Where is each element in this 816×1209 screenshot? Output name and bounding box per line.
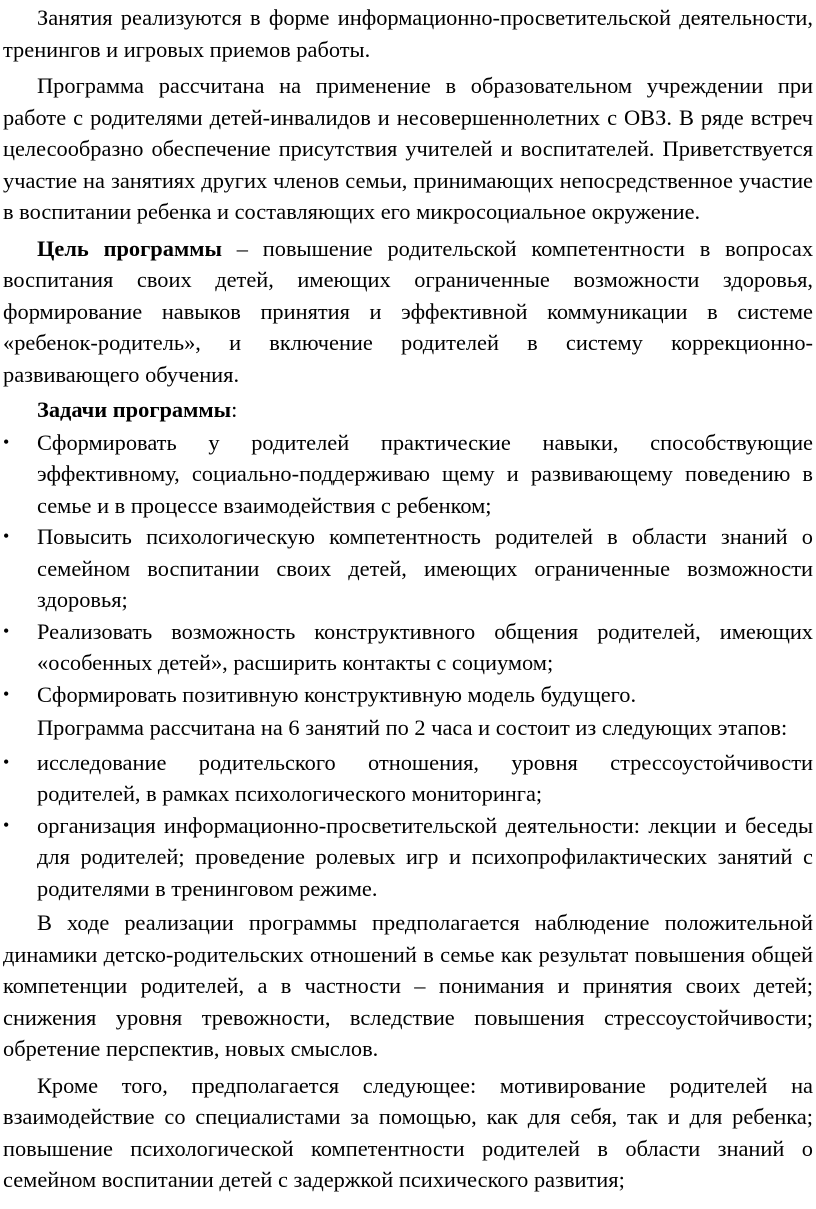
stage-text: организация информационно-просветительской деятельности: лекции и беседы для родителей; проведение ролевых игр и психопрофилактических занятий с родителями в тренинговом режиме.	[37, 812, 813, 901]
tasks-label: Задачи программы	[37, 397, 232, 422]
paragraph-results: В ходе реализации программы предполагается наблюдение положительной динамики детско-родительских отношений в семье как результат повышения общей компетенции родителей, а в частности – понимания и принятия своих детей; снижения уровня тревожности, вследствие повышения стрессоустойчивости; обретение перспектив, новых смыслов.	[3, 910, 813, 1061]
stage-text: исследование родительского отношения, уровня стрессоустойчивости родителей, в рамках психологического мониторинга;	[37, 749, 813, 806]
paragraph-intro: Занятия реализуются в форме информационно-просветительской деятельности, тренингов и игровых приемов работы.	[3, 5, 813, 62]
bullet-icon: •	[3, 683, 10, 704]
bullet-icon: •	[3, 431, 10, 452]
stages-list	[3, 747, 813, 905]
list-item-task-2	[3, 521, 813, 616]
goal-label: Цель программы	[37, 235, 222, 261]
tasks-list	[3, 427, 813, 711]
paragraph-goal	[3, 233, 813, 391]
paragraph-program-scope: Программа рассчитана на применение в образовательном учреждении при работе с родителями детей-инвалидов и несовершеннолетних с ОВЗ. В ряде встреч целесообразно обеспечение присутствия учителей и воспитателей. Приветствуется участие на занятиях других членов семьи, принимающих непосредственное участие в воспитании ребенка и составляющих его микросоциальное окружение.	[3, 73, 813, 224]
task-text: Реализовать возможность конструктивного общения родителей, имеющих «особенных детей», расширить контакты с социумом;	[37, 618, 813, 675]
list-item-stage-1	[3, 747, 813, 810]
bullet-icon: •	[3, 620, 10, 641]
paragraph-stages: Программа рассчитана на 6 занятий по 2 часа и состоит из следующих этапов:	[37, 715, 788, 740]
list-item-stage-2	[3, 810, 813, 905]
list-item-task-1	[3, 427, 813, 522]
task-text: Повысить психологическую компетентность родителей в области знаний о семейном воспитании своих детей, имеющих ограниченные возможности здоровья;	[37, 524, 813, 612]
goal-text: – повышение родительской компетентности в вопросах воспитания своих детей, имеющих ограниченные возможности здоровья, формирование навыков принятия и эффективной коммуникации в системе «ребенок-родитель», и включение родителей в систему коррекционно-развивающего обучения.	[3, 235, 814, 387]
bullet-icon: •	[3, 751, 10, 772]
bullet-icon: •	[3, 526, 10, 546]
tasks-heading	[3, 394, 813, 426]
paragraph-additional: Кроме того, предполагается следующее: мотивирование родителей на взаимодействие со специалистами за помощью, как для себя, так и для ребенка; повышение психологической компетентности родителей в области знаний о семейном воспитании детей с задержкой психического развития;	[3, 1072, 813, 1192]
task-text: Сформировать у родителей практические навыки, способствующие эффективному, социально-поддерживаю щему и развивающему поведению в семье и в процессе взаимодействия с ребенком;	[37, 429, 813, 518]
bullet-icon: •	[3, 814, 10, 835]
list-item-task-4	[3, 679, 813, 711]
list-item-task-3	[3, 616, 813, 679]
tasks-colon: :	[231, 397, 238, 422]
task-text: Сформировать позитивную конструктивную модель будущего.	[37, 681, 637, 707]
